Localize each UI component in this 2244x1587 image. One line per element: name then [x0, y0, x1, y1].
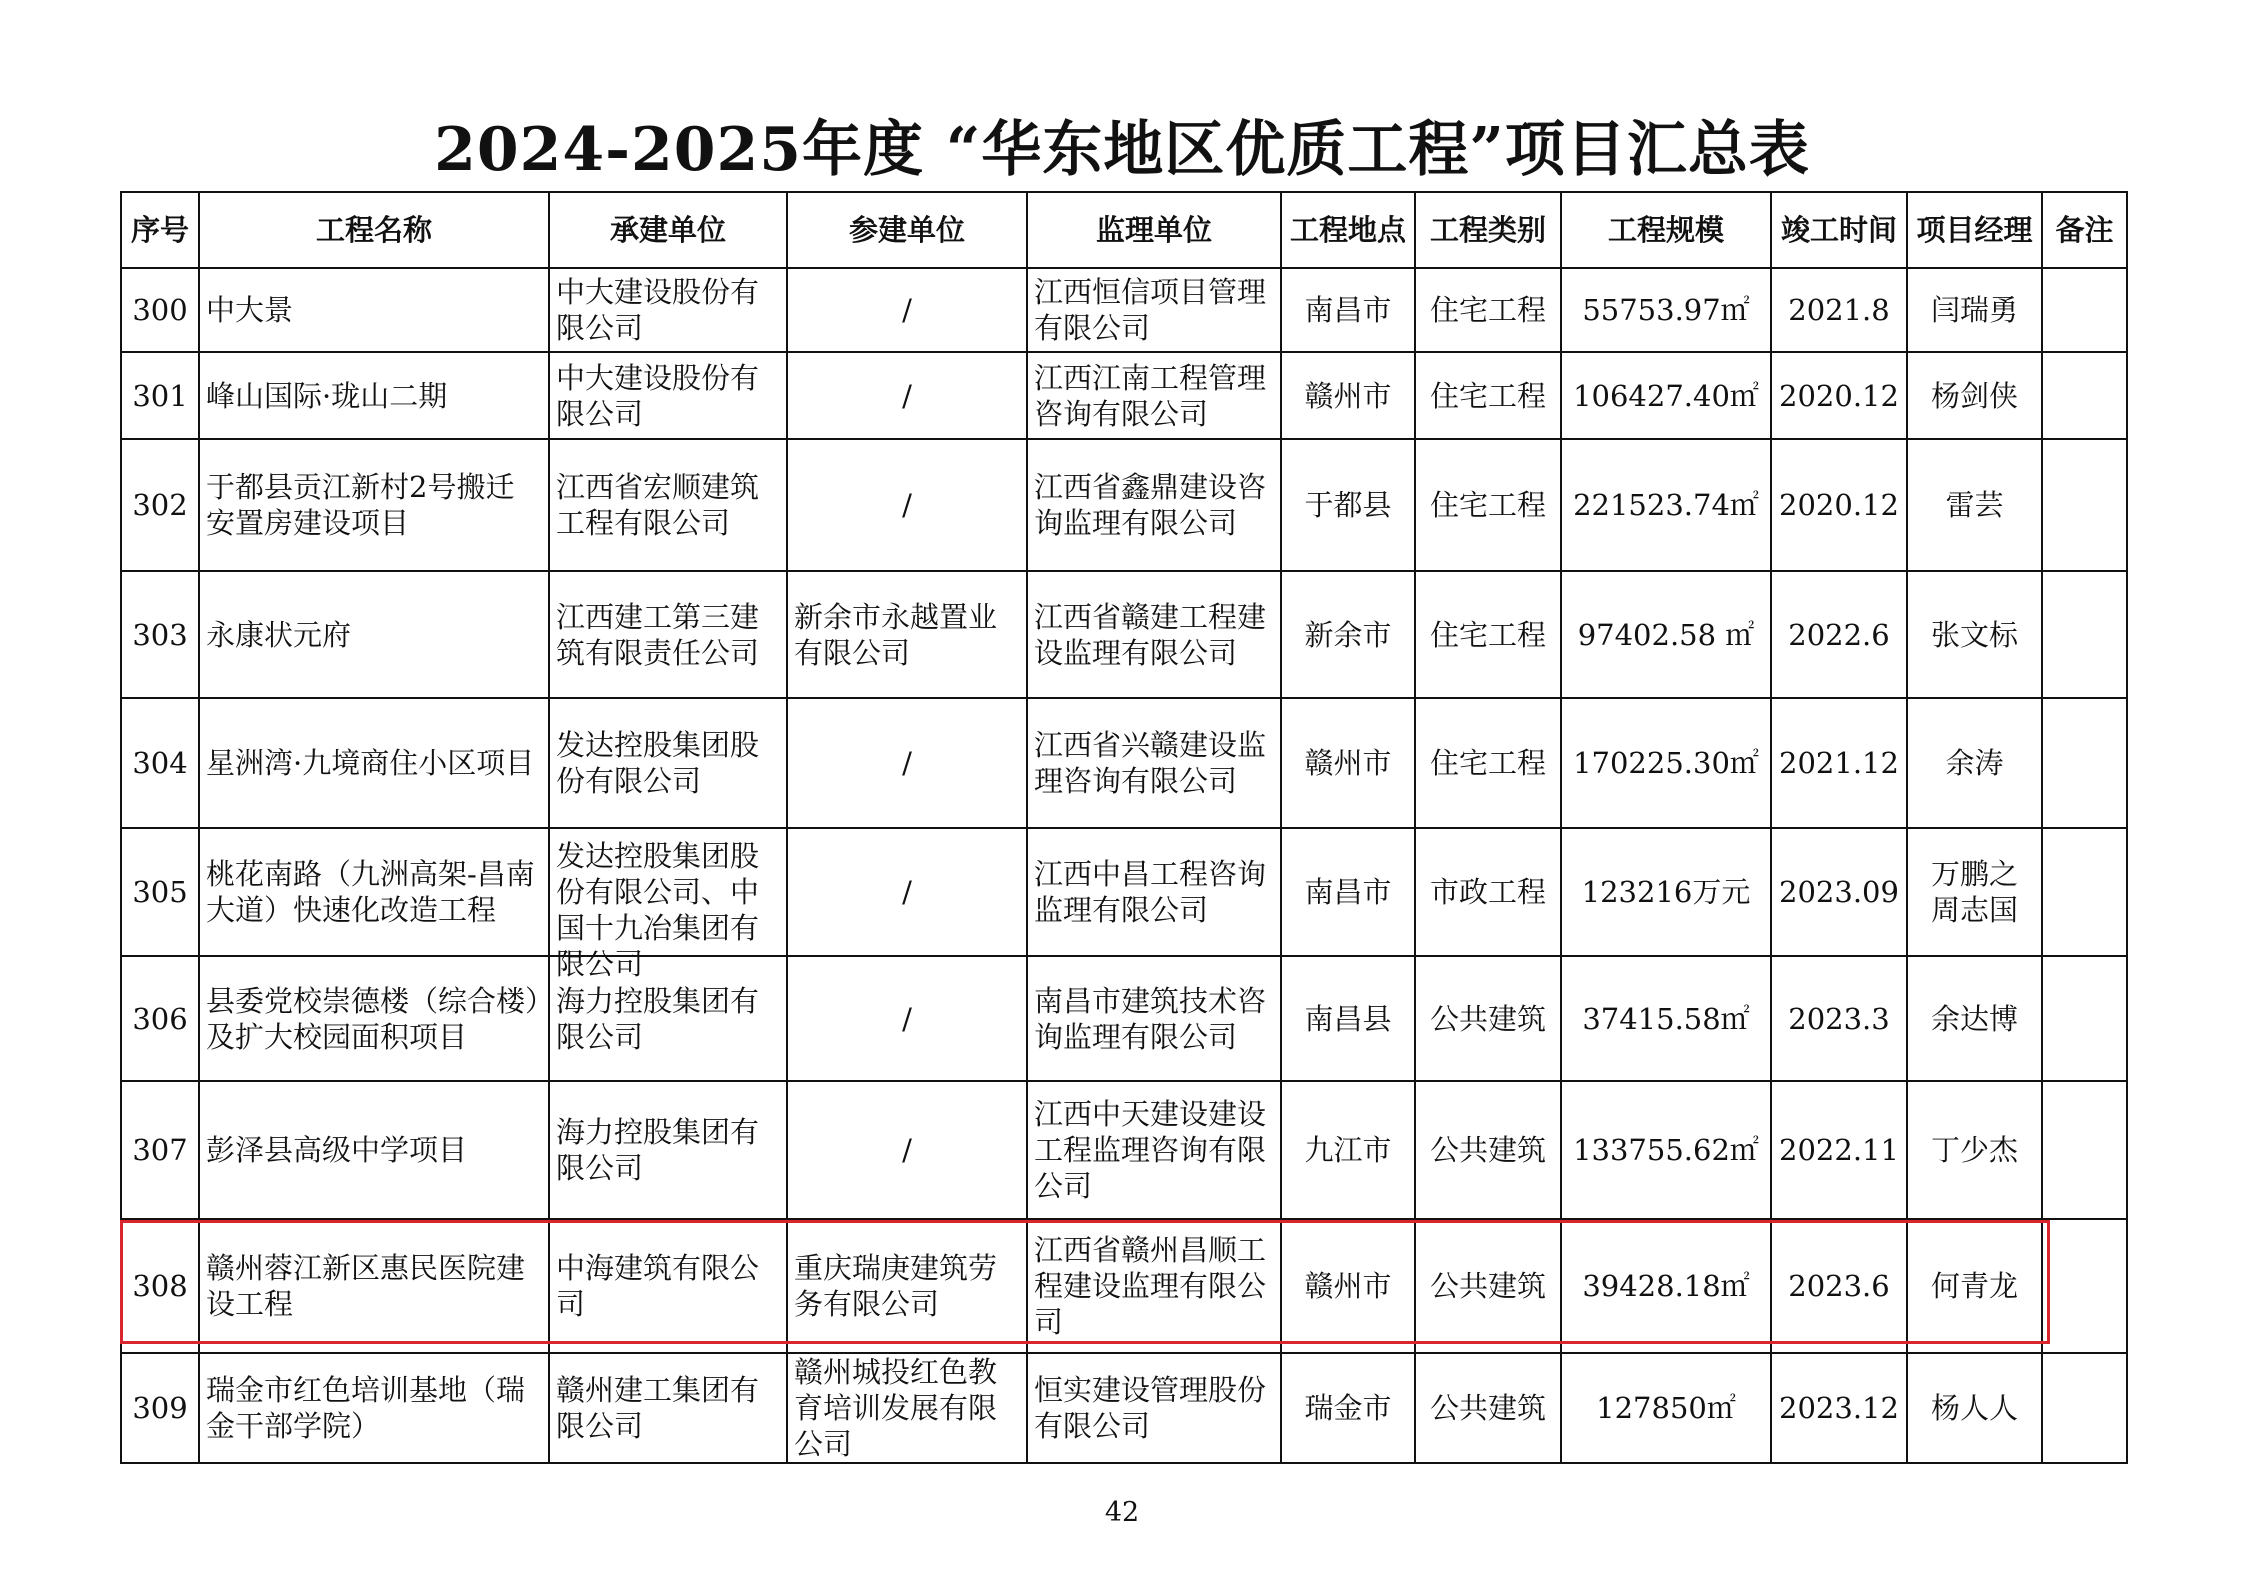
cell-manager: 余涛 [1907, 698, 2042, 828]
cell-contractor: 中大建设股份有限公司 [549, 352, 787, 439]
cell-supervisor: 江西中昌工程咨询监理有限公司 [1027, 828, 1281, 956]
cell-scale: 133755.62㎡ [1561, 1081, 1771, 1219]
cell-manager: 雷芸 [1907, 439, 2042, 571]
table-row [121, 571, 2127, 698]
cell-no: 300 [121, 268, 199, 352]
cell-contractor: 江西建工第三建筑有限责任公司 [549, 571, 787, 698]
cell-participant [787, 1353, 1027, 1463]
page-title: 2024-2025年度 “华东地区优质工程”项目汇总表 [434, 115, 1810, 185]
cell-manager: 何青龙 [1907, 1219, 2042, 1353]
cell-participant: / [787, 352, 1027, 439]
cell-no: 305 [121, 828, 199, 956]
cell-supervisor: 江西省赣建工程建设监理有限公司 [1027, 571, 1281, 698]
cell-remark [2042, 352, 2127, 439]
cell-manager: 杨剑侠 [1907, 352, 2042, 439]
cell-participant: / [787, 268, 1027, 352]
header-participant: 参建单位 [787, 192, 1027, 268]
table-row [121, 352, 2127, 439]
header-name: 工程名称 [199, 192, 549, 268]
page-number: 42 [1104, 1497, 1140, 1528]
cell-location: 赣州市 [1281, 698, 1415, 828]
cell-no: 303 [121, 571, 199, 698]
cell-completion: 2020.12 [1771, 439, 1907, 571]
cell-scale: 170225.30㎡ [1561, 698, 1771, 828]
table-row [121, 1081, 2127, 1219]
cell-scale: 127850㎡ [1561, 1353, 1771, 1463]
cell-no: 306 [121, 956, 199, 1081]
header-manager: 项目经理 [1907, 192, 2042, 268]
cell-participant: 重庆瑞庚建筑劳务有限公司 [787, 1219, 1027, 1353]
cell-contractor: 海力控股集团有限公司 [549, 1081, 787, 1219]
cell-contractor [549, 828, 787, 981]
header-contractor: 承建单位 [549, 192, 787, 268]
cell-name: 峰山国际·珑山二期 [199, 352, 549, 439]
cell-scale: 39428.18㎡ [1561, 1219, 1771, 1353]
cell-participant: / [787, 698, 1027, 828]
cell-remark [2042, 956, 2127, 1081]
cell-category: 住宅工程 [1415, 352, 1561, 439]
cell-name: 瑞金市红色培训基地（瑞金干部学院） [199, 1353, 549, 1463]
cell-participant: 新余市永越置业有限公司 [787, 571, 1027, 698]
cell-manager: 闫瑞勇 [1907, 268, 2042, 352]
cell-remark [2042, 1219, 2127, 1353]
cell-supervisor: 南昌市建筑技术咨询监理有限公司 [1027, 956, 1281, 1081]
cell-name: 于都县贡江新村2号搬迁安置房建设项目 [199, 439, 549, 571]
cell-contractor: 中大建设股份有限公司 [549, 268, 787, 352]
cell-category: 公共建筑 [1415, 1081, 1561, 1219]
cell-completion: 2023.12 [1771, 1353, 1907, 1463]
cell-category: 市政工程 [1415, 828, 1561, 956]
cell-location: 南昌市 [1281, 268, 1415, 352]
cell-supervisor: 恒实建设管理股份有限公司 [1027, 1353, 1281, 1463]
header-no: 序号 [121, 192, 199, 268]
cell-scale: 97402.58 ㎡ [1561, 571, 1771, 698]
cell-category: 公共建筑 [1415, 1219, 1561, 1353]
cell-no: 302 [121, 439, 199, 571]
cell-completion: 2023.3 [1771, 956, 1907, 1081]
cell-name: 中大景 [199, 268, 549, 352]
cell-category: 住宅工程 [1415, 268, 1561, 352]
cell-completion: 2023.6 [1771, 1219, 1907, 1353]
participant-text: 赣州城投红色教育培训发展有限公司 [794, 1355, 998, 1461]
cell-scale: 55753.97㎡ [1561, 268, 1771, 352]
cell-contractor: 海力控股集团有限公司 [549, 956, 787, 1081]
cell-scale: 37415.58㎡ [1561, 956, 1771, 1081]
table-row [121, 1353, 2127, 1463]
cell-name: 星洲湾·九境商住小区项目 [199, 698, 549, 828]
cell-scale: 123216万元 [1561, 828, 1771, 956]
cell-name: 永康状元府 [199, 571, 549, 698]
cell-manager: 张文标 [1907, 571, 2042, 698]
cell-supervisor: 江西省兴赣建设监理咨询有限公司 [1027, 698, 1281, 828]
cell-participant: / [787, 828, 1027, 956]
cell-category: 公共建筑 [1415, 1353, 1561, 1463]
cell-category: 公共建筑 [1415, 956, 1561, 1081]
cell-contractor: 赣州建工集团有限公司 [549, 1353, 787, 1463]
cell-supervisor: 江西省鑫鼎建设咨询监理有限公司 [1027, 439, 1281, 571]
cell-manager: 万鹏之 周志国 [1907, 828, 2042, 956]
cell-category: 住宅工程 [1415, 439, 1561, 571]
cell-location: 南昌县 [1281, 956, 1415, 1081]
header-completion: 竣工时间 [1771, 192, 1907, 268]
table-row-highlighted [121, 1219, 2127, 1353]
cell-category: 住宅工程 [1415, 571, 1561, 698]
cell-remark [2042, 698, 2127, 828]
cell-name: 桃花南路（九洲高架-昌南大道）快速化改造工程 [199, 828, 549, 956]
cell-remark [2042, 828, 2127, 956]
header-category: 工程类别 [1415, 192, 1561, 268]
cell-location: 赣州市 [1281, 352, 1415, 439]
cell-supervisor: 江西恒信项目管理有限公司 [1027, 268, 1281, 352]
cell-remark [2042, 1353, 2127, 1463]
table-row [121, 698, 2127, 828]
cell-location: 赣州市 [1281, 1219, 1415, 1353]
header-scale: 工程规模 [1561, 192, 1771, 268]
contractor-text: 发达控股集团股份有限公司、中国十九冶集团有限公司 [556, 839, 760, 981]
cell-supervisor: 江西江南工程管理咨询有限公司 [1027, 352, 1281, 439]
cell-completion: 2020.12 [1771, 352, 1907, 439]
cell-name: 县委党校崇德楼（综合楼）及扩大校园面积项目 [199, 956, 549, 1081]
cell-location: 新余市 [1281, 571, 1415, 698]
cell-remark [2042, 1081, 2127, 1219]
cell-location: 九江市 [1281, 1081, 1415, 1219]
cell-supervisor: 江西省赣州昌顺工程建设监理有限公司 [1027, 1219, 1281, 1353]
cell-no: 308 [121, 1219, 199, 1353]
cell-remark [2042, 439, 2127, 571]
cell-completion: 2023.09 [1771, 828, 1907, 956]
cell-location: 瑞金市 [1281, 1353, 1415, 1463]
header-supervisor: 监理单位 [1027, 192, 1281, 268]
table-row [121, 268, 2127, 352]
cell-scale: 221523.74㎡ [1561, 439, 1771, 571]
cell-manager: 杨人人 [1907, 1353, 2042, 1463]
cell-completion: 2022.6 [1771, 571, 1907, 698]
table-row [121, 439, 2127, 571]
cell-name: 彭泽县高级中学项目 [199, 1081, 549, 1219]
table-row [121, 828, 2127, 956]
cell-no: 304 [121, 698, 199, 828]
header-location: 工程地点 [1281, 192, 1415, 268]
cell-contractor: 发达控股集团股份有限公司 [549, 698, 787, 828]
cell-no: 301 [121, 352, 199, 439]
cell-completion: 2021.8 [1771, 268, 1907, 352]
cell-no: 307 [121, 1081, 199, 1219]
cell-location: 南昌市 [1281, 828, 1415, 956]
cell-name: 赣州蓉江新区惠民医院建设工程 [199, 1219, 549, 1353]
cell-contractor: 中海建筑有限公司 [549, 1219, 787, 1353]
table-header-row [121, 192, 2127, 268]
cell-manager: 余达博 [1907, 956, 2042, 1081]
cell-completion: 2022.11 [1771, 1081, 1907, 1219]
header-remark: 备注 [2042, 192, 2127, 268]
cell-scale: 106427.40㎡ [1561, 352, 1771, 439]
cell-participant: / [787, 1081, 1027, 1219]
cell-participant: / [787, 439, 1027, 571]
cell-completion: 2021.12 [1771, 698, 1907, 828]
cell-participant: / [787, 956, 1027, 1081]
cell-location: 于都县 [1281, 439, 1415, 571]
cell-remark [2042, 268, 2127, 352]
cell-no: 309 [121, 1353, 199, 1463]
cell-remark [2042, 571, 2127, 698]
cell-manager: 丁少杰 [1907, 1081, 2042, 1219]
cell-category: 住宅工程 [1415, 698, 1561, 828]
cell-contractor: 江西省宏顺建筑工程有限公司 [549, 439, 787, 571]
cell-supervisor: 江西中天建设建设工程监理咨询有限公司 [1027, 1081, 1281, 1219]
table-row [121, 956, 2127, 1081]
project-summary-table [120, 191, 2128, 1464]
